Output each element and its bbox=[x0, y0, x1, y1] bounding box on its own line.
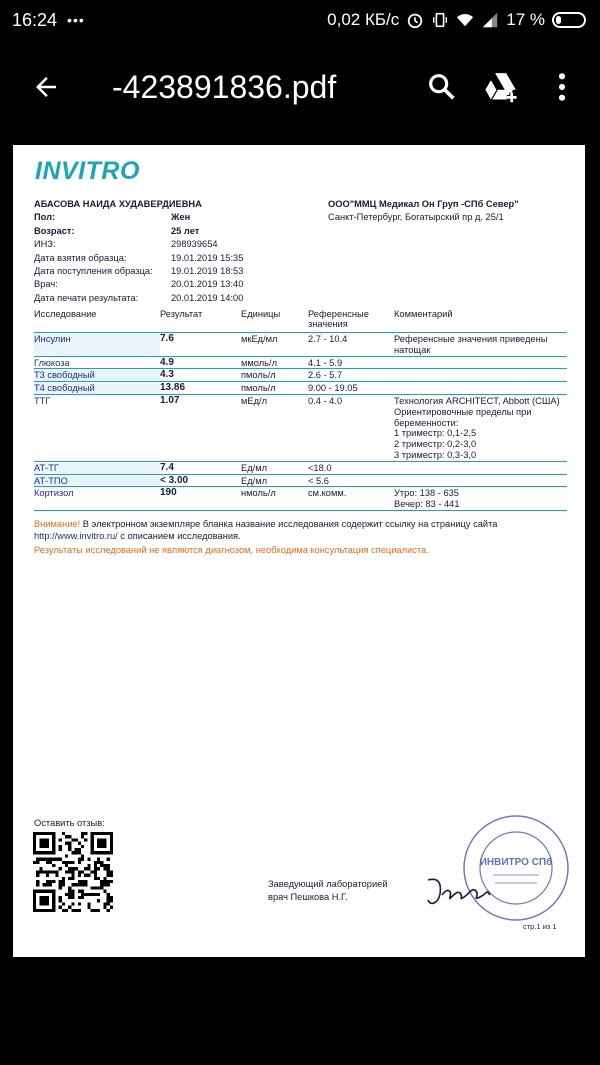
test-name[interactable]: Глюкоза bbox=[34, 357, 70, 368]
test-name[interactable]: АТ-ТПО bbox=[34, 476, 160, 487]
test-name[interactable]: Т4 свободный bbox=[34, 383, 160, 394]
notice-text-2: с описанием исследования. bbox=[117, 531, 241, 542]
notice-text-1: В электронном экземпляре бланка название исследования содержит ссылку на страницу сайта bbox=[80, 519, 498, 529]
test-units: пмоль/л bbox=[241, 370, 276, 381]
patient-field bbox=[34, 265, 294, 278]
network-speed: 0,02 КБ/с bbox=[327, 10, 400, 29]
battery-icon bbox=[552, 12, 586, 28]
test-units: пмоль/л bbox=[241, 383, 276, 394]
google-drive-add-icon bbox=[484, 70, 520, 104]
patient-field bbox=[34, 278, 294, 291]
patient-field-label: Врач: bbox=[34, 279, 58, 290]
test-comment bbox=[394, 370, 567, 381]
test-comment: Технология ARCHITECT, Abbott (США) Ориентировочные пределы при беременности: 1 триместр: 0,1-2,5 2 триместр: 0,2-3,0 3 триместр: 0,3-3,0 bbox=[394, 395, 560, 460]
qr-code[interactable] bbox=[33, 832, 113, 912]
app-bar bbox=[0, 52, 600, 122]
patient-field bbox=[34, 238, 294, 251]
notification-dots: ••• bbox=[67, 12, 85, 28]
disclaimer: Результаты исследований не являются диагнозом, необходима консультация специалиста. bbox=[34, 545, 429, 555]
warning-word: Внимание! bbox=[34, 519, 81, 529]
test-comment bbox=[394, 358, 567, 369]
back-button[interactable] bbox=[28, 69, 64, 105]
patient-field-value: 19.01.2019 18:53 bbox=[171, 266, 244, 277]
results-table bbox=[34, 309, 567, 511]
test-result: 7.4 bbox=[160, 461, 174, 473]
table-header bbox=[34, 309, 567, 333]
signature-icon bbox=[418, 865, 508, 915]
test-units: Ед/мл bbox=[241, 462, 268, 473]
patient-field-label: Возраст: bbox=[34, 225, 75, 236]
test-comment bbox=[394, 383, 567, 394]
head-of-lab: Заведующий лабораторией bbox=[268, 879, 388, 889]
more-options-button[interactable] bbox=[542, 67, 582, 107]
lab-name: ООО"ММЦ Медикал Он Груп -СПб Север" bbox=[328, 199, 519, 209]
test-name[interactable]: Инсулин bbox=[34, 334, 160, 356]
lab-info bbox=[328, 198, 578, 225]
battery-percent: 17 % bbox=[506, 10, 545, 29]
test-units: ммоль/л bbox=[241, 357, 278, 368]
invitro-logo: INVITRO bbox=[35, 157, 140, 185]
table-row bbox=[34, 333, 567, 357]
table-row bbox=[34, 475, 567, 488]
test-result: < 3.00 bbox=[160, 474, 189, 486]
table-row bbox=[34, 369, 567, 382]
test-name[interactable]: Кортизол bbox=[34, 488, 74, 499]
stamp-text: ИНВИТРО СПб bbox=[479, 857, 553, 868]
status-bar bbox=[0, 0, 600, 40]
pdf-page[interactable] bbox=[13, 145, 585, 957]
electronic-copy-notice bbox=[34, 518, 574, 543]
document-title: -423891836.pdf bbox=[112, 68, 337, 105]
header-test: Исследование bbox=[34, 309, 97, 319]
table-row bbox=[34, 487, 567, 511]
patient-field-value: 298939654 bbox=[171, 239, 218, 250]
search-button[interactable] bbox=[422, 67, 462, 107]
test-reference: 2.6 - 5.7 bbox=[308, 370, 343, 381]
test-units: нмоль/л bbox=[241, 488, 276, 499]
test-comment bbox=[394, 476, 567, 487]
patient-field-label: Дата печати результата: bbox=[34, 292, 139, 303]
patient-field-label: Дата взятия образца: bbox=[34, 252, 127, 263]
test-result: 7.6 bbox=[160, 333, 174, 344]
patient-field bbox=[34, 252, 294, 265]
lab-address: Санкт-Петербург, Богатырский пр д. 25/1 bbox=[328, 212, 504, 223]
table-row bbox=[34, 395, 567, 462]
doctor-name: врач Пешкова Н.Г. bbox=[268, 892, 348, 902]
patient-field bbox=[34, 211, 294, 224]
search-icon bbox=[426, 71, 458, 103]
table-row bbox=[34, 357, 567, 370]
test-result: 4.3 bbox=[160, 369, 174, 381]
page-number: стр.1 из 1 bbox=[523, 922, 557, 931]
more-vert-icon bbox=[557, 71, 567, 103]
patient-field-label: ИНЗ: bbox=[34, 239, 56, 250]
invitro-link[interactable]: http://www.invitro.ru/ bbox=[34, 531, 118, 542]
test-units: Ед/мл bbox=[241, 475, 268, 486]
back-arrow-icon bbox=[31, 72, 61, 102]
patient-field-value: 25 лет bbox=[171, 225, 200, 236]
header-units: Единицы bbox=[241, 309, 281, 319]
patient-field bbox=[34, 225, 294, 238]
patient-field bbox=[34, 292, 294, 305]
patient-field-value: 19.01.2019 15:35 bbox=[171, 252, 244, 263]
test-reference: <18.0 bbox=[308, 462, 332, 473]
signature-block bbox=[268, 878, 388, 904]
patient-field-label: Дата поступления образца: bbox=[34, 266, 153, 277]
header-reference: Референсные значения bbox=[308, 309, 369, 329]
test-reference: 0.4 - 4.0 bbox=[308, 395, 343, 406]
test-reference: 4.1 - 5.9 bbox=[308, 357, 343, 368]
test-result: 13.86 bbox=[160, 382, 186, 394]
add-to-drive-button[interactable] bbox=[482, 67, 522, 107]
status-time: 16:24 bbox=[12, 9, 58, 30]
alarm-icon bbox=[406, 11, 424, 29]
test-name[interactable]: Т3 свободный bbox=[34, 370, 160, 381]
test-comment: Референсные значения приведены натощак bbox=[394, 334, 548, 355]
test-result: 4.9 bbox=[160, 356, 174, 368]
header-comment: Комментарий bbox=[394, 309, 453, 319]
patient-field-label: Пол: bbox=[34, 212, 56, 223]
patient-field-value: 20.01.2019 13:40 bbox=[171, 279, 244, 290]
signal-icon bbox=[481, 11, 499, 29]
header-result: Результат bbox=[160, 309, 203, 319]
test-result: 1.07 bbox=[160, 394, 180, 406]
review-label: Оставить отзыв: bbox=[34, 818, 105, 828]
table-row bbox=[34, 462, 567, 475]
test-reference: < 5.6 bbox=[308, 475, 329, 486]
test-name[interactable]: АТ-ТГ bbox=[34, 463, 160, 474]
test-units: мЕд/л bbox=[241, 395, 268, 406]
test-result: 190 bbox=[160, 487, 177, 499]
test-reference: 2.7 - 10.4 bbox=[308, 334, 348, 344]
patient-field-value: 20.01.2019 14:00 bbox=[171, 292, 244, 303]
vibrate-icon bbox=[431, 11, 449, 29]
test-reference: см.комм. bbox=[308, 488, 347, 499]
table-row bbox=[34, 382, 567, 395]
test-name[interactable]: ТТГ bbox=[34, 395, 51, 406]
patient-field-value: Жен bbox=[171, 212, 191, 223]
test-comment: Утро: 138 - 635 Вечер: 83 - 441 bbox=[394, 488, 460, 510]
test-comment bbox=[394, 463, 567, 474]
patient-name: АБАСОВА НАИДА ХУДАВЕРДИЕВНА bbox=[34, 199, 202, 209]
wifi-icon bbox=[456, 11, 474, 29]
test-units: мкЕд/мл bbox=[241, 334, 278, 344]
test-reference: 9.00 - 19.05 bbox=[308, 383, 358, 394]
patient-info bbox=[34, 198, 294, 305]
